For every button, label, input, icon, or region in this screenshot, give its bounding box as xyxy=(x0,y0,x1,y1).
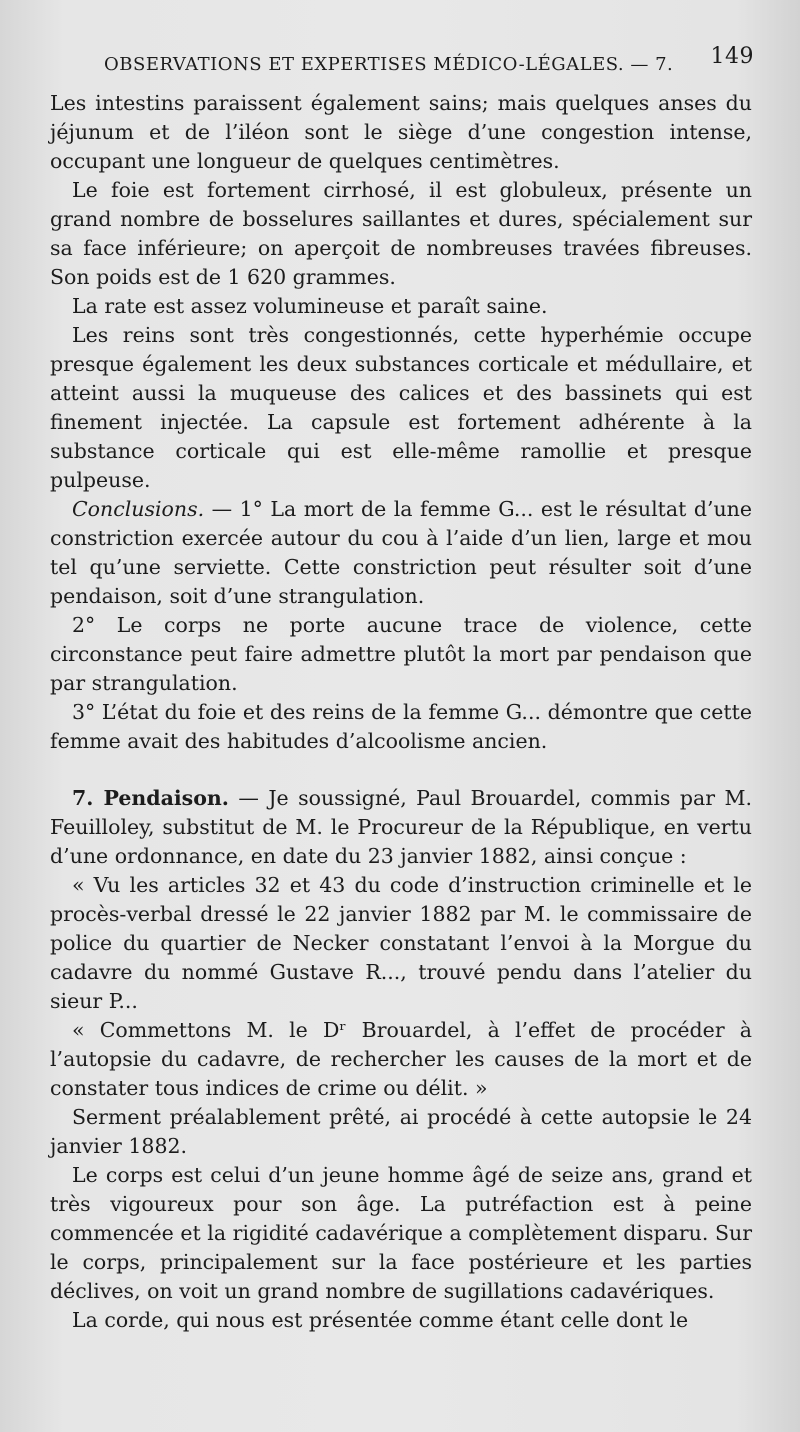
paragraph-serment: Serment préalablement prêté, ai procédé à cette autopsie le 24 janvier 1882. xyxy=(50,1105,752,1158)
section-heading-pendaison: 7. Pendaison. xyxy=(72,786,229,810)
paragraph-pendaison: 7. Pendaison. — Je soussigné, Paul Brouardel, commis par M. Feuilloley, substitut de M. le Procureur de la République, en vertu d’une ordonnance, en date du 23 janvier 1882, ainsi conçue : xyxy=(50,786,752,868)
paragraph-conclusions: Conclusions. — 1° La mort de la femme G... est le résultat d’une constriction exercée autour du cou à l’aide d’un lien, large et mou tel qu’une serviette. Cette constriction peut résulter soit d’une pendaison, soit d’une strangulation. xyxy=(50,497,752,608)
paragraph-corde: La corde, qui nous est présentée comme étant celle dont le xyxy=(72,1308,689,1332)
paragraph-intestins: Les intestins paraissent également sains; mais quelques anses du jéjunum et de l’iléon sont le siège d’une congestion intense, occupant une longueur de quelques centimètres. xyxy=(50,91,752,173)
paragraph-foie: Le foie est fortement cirrhosé, il est globuleux, présente un grand nombre de bosselures saillantes et dures, spécialement sur sa face inférieure; on aperçoit de nombreuses travées fibreuses. Son poids est de 1 620 grammes. xyxy=(50,178,752,289)
body-text xyxy=(50,89,752,1335)
paragraph-conclusion-3: 3° L’état du foie et des reins de la femme G... démontre que cette femme avait des habitudes d’alcoolisme ancien. xyxy=(50,700,752,753)
paragraph-vu-articles: « Vu les articles 32 et 43 du code d’instruction criminelle et le procès-verbal dressé le 22 janvier 1882 par M. le commissaire de police du quartier de Necker constatant l’envoi à la Morgue du cadavre du nommé Gustave R..., trouvé pendu dans l’atelier du sieur P... xyxy=(50,873,752,1013)
running-title: OBSERVATIONS ET EXPERTISES MÉDICO-LÉGALES. — 7. xyxy=(104,54,674,75)
paragraph-reins: Les reins sont très congestionnés, cette hyperhémie occupe presque également les deux substances corticale et médullaire, et atteint aussi la muqueuse des calices et des bassinets qui est finement injectée. La capsule est fortement adhérente à la substance corticale qui est elle-même ramollie et presque pulpeuse. xyxy=(50,323,752,492)
page-number: 149 xyxy=(710,44,754,69)
paragraph-commettons: « Commettons M. le Dʳ Brouardel, à l’effet de procéder à l’autopsie du cadavre, de rechercher les causes de la mort et de constater tous indices de crime ou délit. » xyxy=(50,1018,752,1100)
paragraph-corps: Le corps est celui d’un jeune homme âgé de seize ans, grand et très vigoureux pour son âge. La putréfaction est à peine commencée et la rigidité cadavérique a complètement disparu. Sur le corps, principalement sur la face postérieure et les parties déclives, on voit un grand nombre de sugillations cadavériques. xyxy=(50,1163,752,1303)
paragraph-conclusion-2: 2° Le corps ne porte aucune trace de violence, cette circonstance peut faire admettre plutôt la mort par pendaison que par strangulation. xyxy=(50,613,752,695)
conclusions-heading: Conclusions. xyxy=(72,497,205,521)
paragraph-rate: La rate est assez volumineuse et paraît saine. xyxy=(72,294,548,318)
page-header xyxy=(104,44,754,80)
